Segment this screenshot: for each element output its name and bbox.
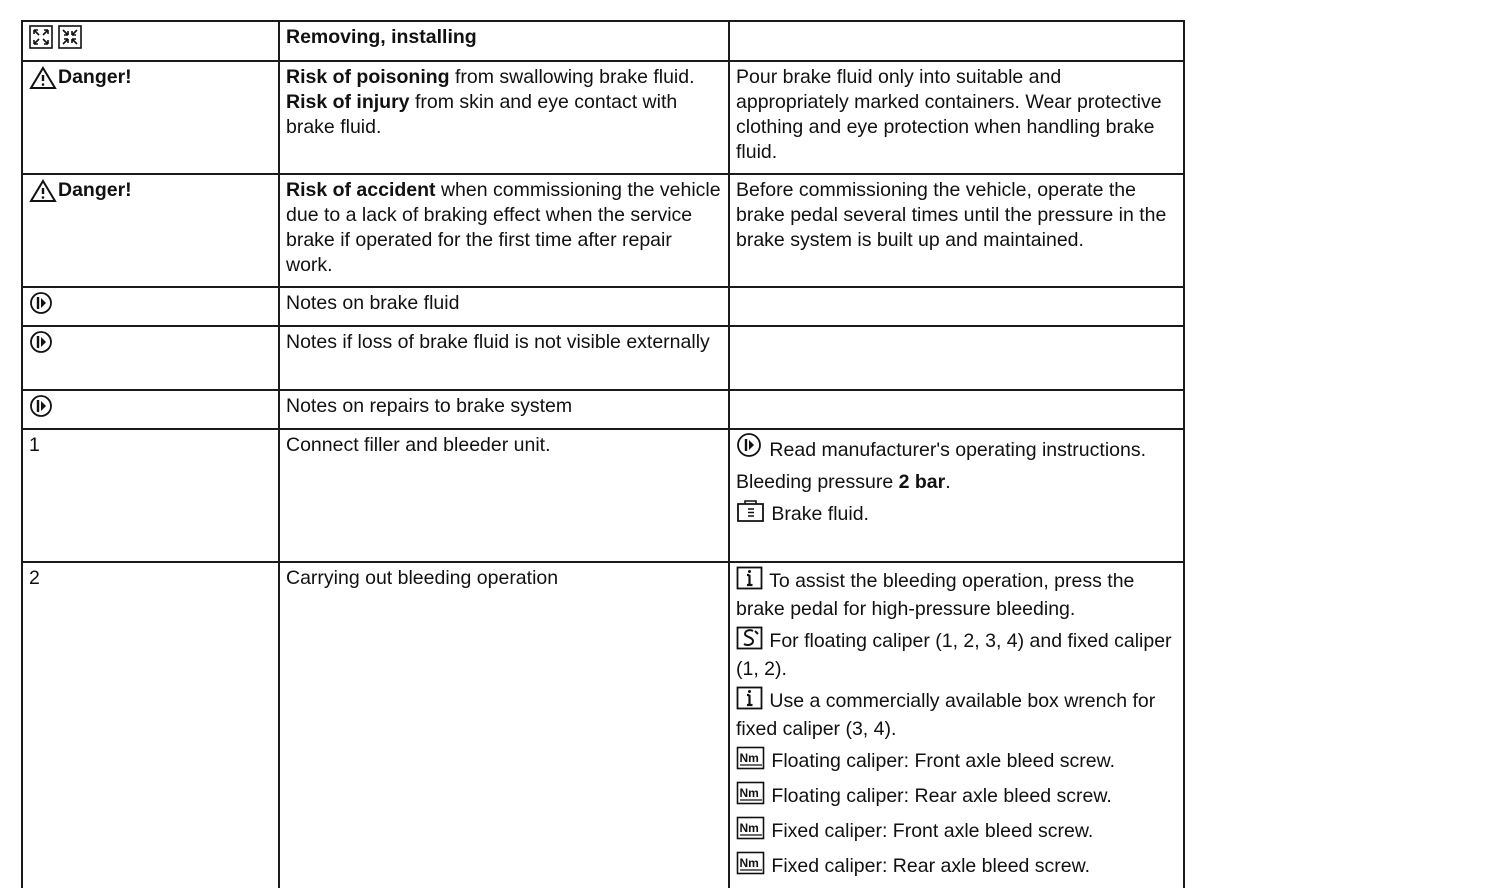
remove-icon [29, 25, 53, 56]
torque-spec: Nm Floating caliper: Rear axle bleed screw. [736, 781, 1177, 812]
note-arrow-icon [29, 291, 53, 322]
info-icon[interactable] [736, 686, 764, 717]
special-tool-icon[interactable] [736, 626, 764, 657]
step-details [729, 429, 1184, 562]
table-row [22, 21, 1184, 61]
install-icon [58, 25, 82, 56]
procedure-table [21, 20, 1185, 888]
risk-cell [279, 174, 729, 287]
svg-text:Nm: Nm [739, 786, 759, 800]
svg-text:Nm: Nm [739, 821, 759, 835]
torque-nm-icon[interactable] [736, 851, 766, 882]
note-arrow-icon [29, 394, 53, 425]
svg-text:Nm: Nm [739, 751, 759, 765]
step-action: Carrying out bleeding operation [279, 562, 729, 888]
step-number: 2 [22, 562, 279, 888]
measure-cell: Before commissioning the vehicle, operate the brake pedal several times until the pressure in the brake system is built up and maintained. [729, 174, 1184, 287]
header-empty-cell [729, 21, 1184, 61]
note-text[interactable]: Notes if loss of brake fluid is not visible externally [279, 326, 729, 390]
warning-icon [29, 66, 57, 90]
tool-note: For floating caliper (1, 2, 3, 4) and fixed caliper (1, 2). [736, 626, 1177, 682]
risk-bold: Risk of poisoning [286, 66, 450, 88]
note-arrow-icon [29, 330, 53, 361]
risk-text: from swallowing brake fluid. [449, 66, 695, 88]
table-row [22, 287, 1184, 326]
risk-text: when commissioning the vehicle due to a lack of braking effect when the service brake if operated for the first time after repair work. [286, 179, 721, 276]
torque-nm-icon[interactable] [736, 746, 766, 777]
risk-bold: Risk of accident [286, 179, 436, 201]
note-text[interactable]: Notes on repairs to brake system [279, 390, 729, 429]
svg-text:Nm: Nm [739, 856, 759, 870]
measure-cell: Pour brake fluid only into suitable and appropriately marked containers. Wear protective clothing and eye protection when handling brake fluid. [729, 61, 1184, 174]
table-row [22, 174, 1184, 287]
fluid-ref: Brake fluid. [736, 499, 1177, 530]
header-title: Removing, installing [279, 21, 729, 61]
header-icons-cell [22, 21, 279, 61]
container-icon[interactable] [736, 499, 766, 530]
torque-nm-icon[interactable] [736, 781, 766, 812]
table-row [22, 61, 1184, 174]
note-icon-cell [22, 326, 279, 390]
table-row [22, 562, 1184, 888]
danger-cell [22, 61, 279, 174]
note-icon-cell [22, 287, 279, 326]
risk-bold: Risk of injury [286, 91, 410, 113]
torque-spec: Nm Fixed caliper: Rear axle bleed screw. [736, 851, 1177, 882]
table-row [22, 326, 1184, 390]
step-details [729, 562, 1184, 888]
danger-label: Danger! [29, 65, 132, 90]
step-number: 1 [22, 429, 279, 562]
risk-cell [279, 61, 729, 174]
info-note: Use a commercially available box wrench for fixed caliper (3, 4). [736, 686, 1177, 742]
step-action: Connect filler and bleeder unit. [279, 429, 729, 562]
table-row [22, 429, 1184, 562]
bleeding-pressure: Bleeding pressure 2 bar. [736, 471, 951, 493]
empty-cell [729, 326, 1184, 390]
table-row [22, 390, 1184, 429]
torque-nm-icon[interactable] [736, 816, 766, 847]
danger-label: Danger! [29, 178, 132, 203]
torque-spec: Nm Fixed caliper: Front axle bleed screw. [736, 816, 1177, 847]
info-icon[interactable] [736, 566, 764, 597]
empty-cell [729, 390, 1184, 429]
warning-icon [29, 179, 57, 203]
risk-text: from skin and eye contact with brake fluid. [286, 91, 678, 138]
note-arrow-icon[interactable] [736, 433, 764, 466]
note-icon-cell [22, 390, 279, 429]
torque-spec: Nm Floating caliper: Front axle bleed screw. [736, 746, 1177, 777]
danger-cell [22, 174, 279, 287]
note-text[interactable]: Notes on brake fluid [279, 287, 729, 326]
info-note: To assist the bleeding operation, press the brake pedal for high-pressure bleeding. [736, 566, 1177, 622]
empty-cell [729, 287, 1184, 326]
info-read: Read manufacturer's operating instructions. [736, 433, 1177, 466]
